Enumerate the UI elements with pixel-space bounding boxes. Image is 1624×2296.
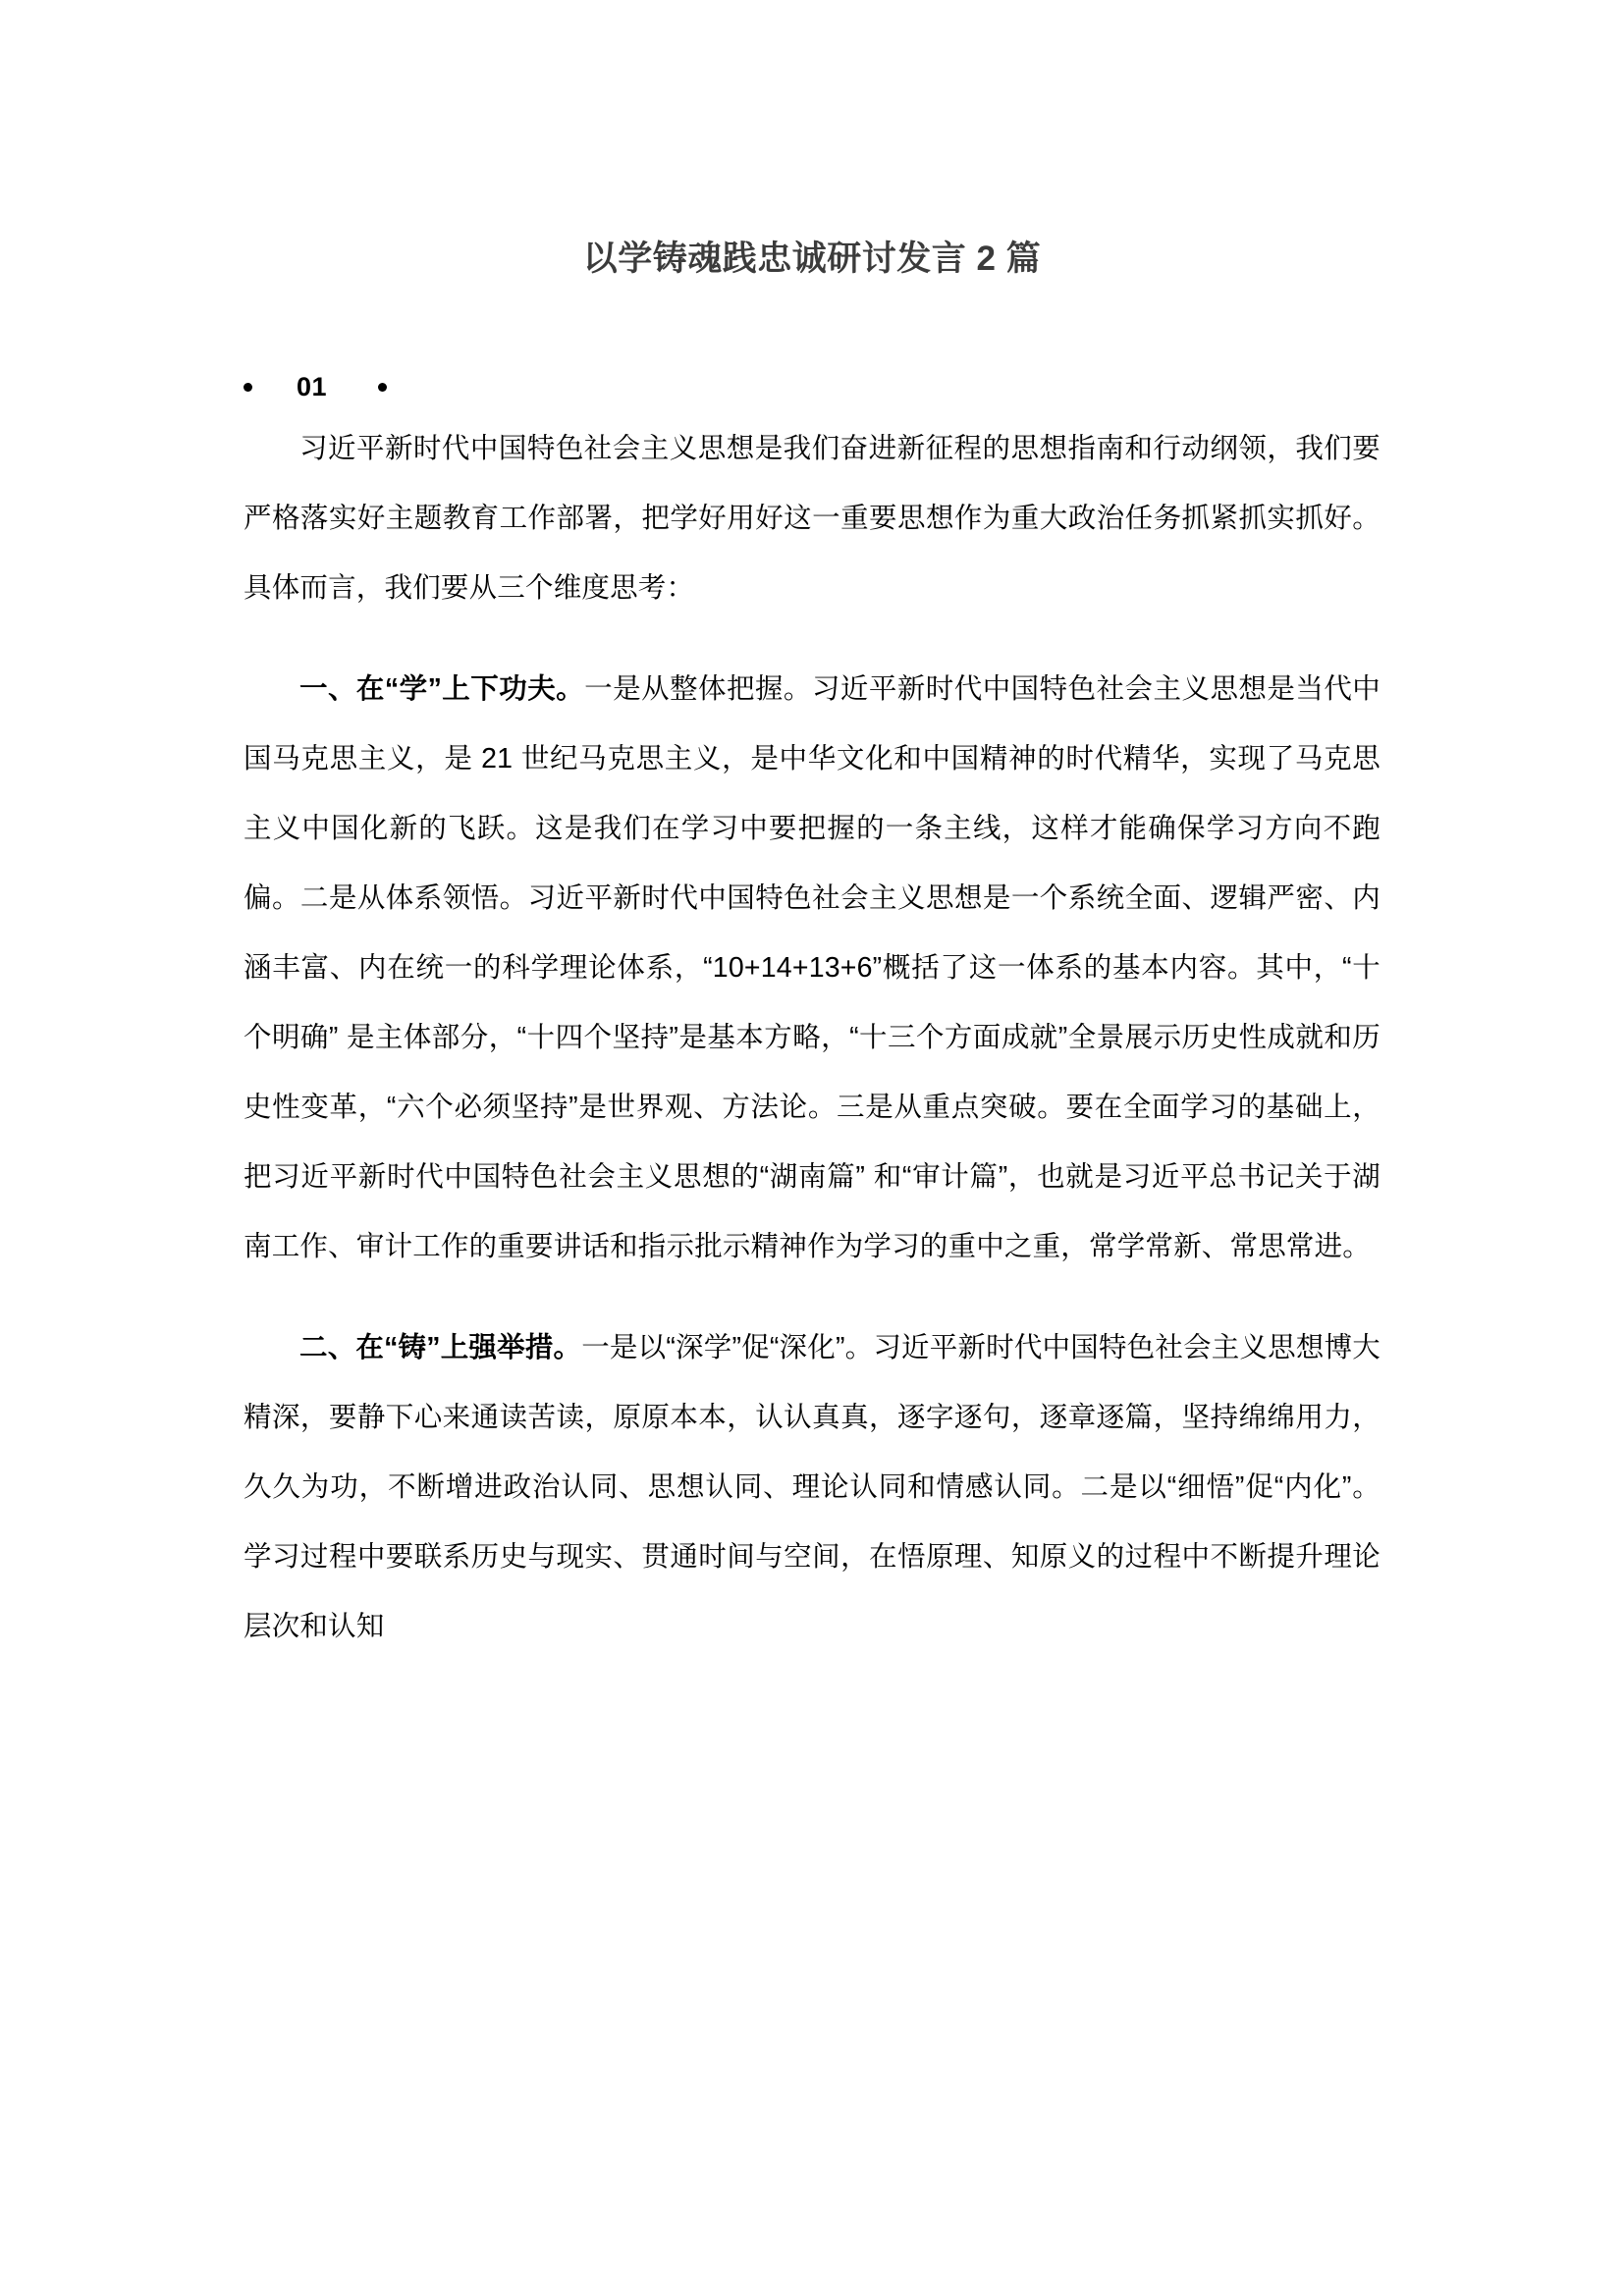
paragraph-section-two-lead: 二、在“铸”上强举措。 [299,1332,582,1363]
paragraph-section-one [244,655,1380,1282]
section-number: 01 [297,371,328,401]
paragraph-intro-text: 习近平新时代中国特色社会主义思想是我们奋进新征程的思想指南和行动纲领，我们要严格落实好主题教育工作部署，把学好用好这一重要思想作为重大政治任务抓紧抓实抓好。具体而言，我们要从三个维度思考： [244,433,1380,604]
section-marker-01 [244,365,1380,408]
paragraph-section-one-text: 一是从整体把握。习近平新时代中国特色社会主义思想是当代中国马克思主义，是 21 世纪马克思主义，是中华文化和中国精神的时代精华，实现了马克思主义中国化新的飞跃。这是我们在学习中要把握的一条主线，这样才能确保学习方向不跑偏。二是从体系领悟。习近平新时代中国特色社会主义思想是一个系统全面、逻辑严密、内涵丰富、内在统一的科学理论体系，“10+14+13+6”概括了这一体系的基本内容。其中，“十个明确” 是主体部分，“十四个坚持”是基本方略，“十三个方面成就”全景展示历史性成就和历史性变革，“六个必须坚持”是世界观、方法论。三是从重点突破。要在全面学习的基础上，把习近平新时代中国特色社会主义思想的“湖南篇” 和“审计篇”，也就是习近平总书记关于湖南工作、审计工作的重要讲话和指示批示精神作为学习的重中之重，常学常新、常思常进。 [244,673,1380,1262]
paragraph-section-one-lead: 一、在“学”上下功夫。 [299,673,585,705]
paragraph-intro [244,414,1380,623]
page-title: 以学铸魂践忠诚研讨发言 2 篇 [582,240,1042,278]
paragraph-section-two [244,1313,1380,1662]
document-body [244,365,1380,1662]
bullet-dot-icon-right [378,383,387,392]
paragraph-section-two-text: 一是以“深学”促“深化”。习近平新时代中国特色社会主义思想博大精深，要静下心来通读苦读，原原本本，认认真真，逐字逐句，逐章逐篇，坚持绵绵用力，久久为功，不断增进政治认同、思想认同、理论认同和情感认同。二是以“细悟”促“内化”。学习过程中要联系历史与现实、贯通时间与空间，在悟原理、知原义的过程中不断提升理论层次和认知 [244,1332,1380,1642]
bullet-dot-icon-left [244,383,252,392]
